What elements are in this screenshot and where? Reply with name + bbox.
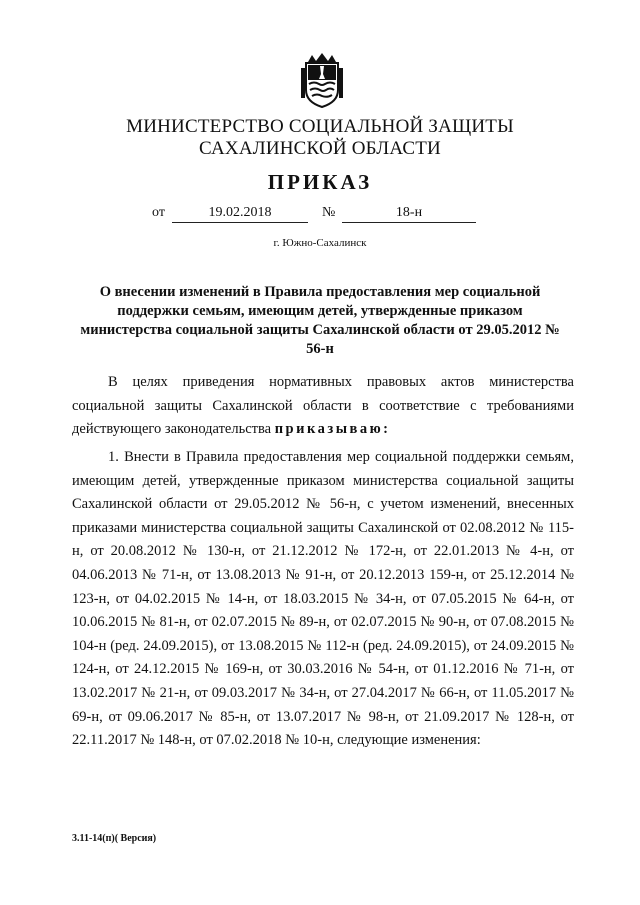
number-label: № <box>322 205 336 220</box>
preamble-text: В целях приведения нормативных правовых актов министерства социальной защиты Сахалинской области в соответствие с требованиями действующего законодательства <box>72 374 574 438</box>
preamble-paragraph <box>72 371 574 442</box>
date-label: от <box>152 205 165 220</box>
order-word: приказываю: <box>274 421 391 438</box>
ministry-name-line1: МИНИСТЕРСТВО СОЦИАЛЬНОЙ ЗАЩИТЫ <box>126 116 514 137</box>
footer-code: 3.11-14(п)( Версия) <box>72 833 157 844</box>
coat-of-arms-icon <box>300 52 344 108</box>
order-subject: О внесении изменений в Правила предоставления мер социальной поддержки семьям, имеющим детей, утвержденные приказом министерства социальной защиты Сахалинской области от 29.05.2012 № 56-н <box>80 284 560 357</box>
order-number: 18-н <box>342 205 476 223</box>
city-line: г. Южно-Сахалинск <box>273 237 367 249</box>
ministry-name-line2: САХАЛИНСКОЙ ОБЛАСТИ <box>199 138 441 159</box>
clause-1-paragraph: 1. Внести в Правила предоставления мер социальной поддержки семьям, имеющим детей, утвержденные приказом министерства социальной защиты Сахалинской области от 29.05.2012 № 56-н, с учетом изменений, внесенных приказами министерства социальной защиты Сахалинской от 02.08.2012 № 115-н, от 20.08.2012 № 130-н, от 21.12.2012 № 172-н, от 22.01.2013 № 4-н, от 04.06.2013 № 71-н, от 13.08.2013 № 91-н, от 20.12.2013 159-н, от 25.12.2014 № 123-н, от 04.02.2015 № 14-н, от 18.03.2015 № 34-н, от 07.05.2015 № 64-н, от 10.06.2015 № 81-н, от 02.07.2015 № 89-н, от 02.07.2015 № 90-н, от 07.08.2015 № 104-н (ред. 24.09.2015), от 13.08.2015 № 112-н (ред. 24.09.2015), от 24.09.2015 № 124-н, от 24.12.2015 № 169-н, от 30.03.2016 № 54-н, от 01.12.2016 № 71-н, от 13.02.2017 № 21-н, от 09.03.2017 № 34-н, от 27.04.2017 № 66-н, от 11.05.2017 № 69-н, от 09.06.2017 № 85-н, от 13.07.2017 № 98-н, от 21.09.2017 № 128-н, от 22.11.2017 № 148-н, от 07.02.2018 № 10-н, следующие изменения: <box>72 449 574 749</box>
document-type-title: ПРИКАЗ <box>267 170 373 194</box>
order-date: 19.02.2018 <box>172 205 308 223</box>
